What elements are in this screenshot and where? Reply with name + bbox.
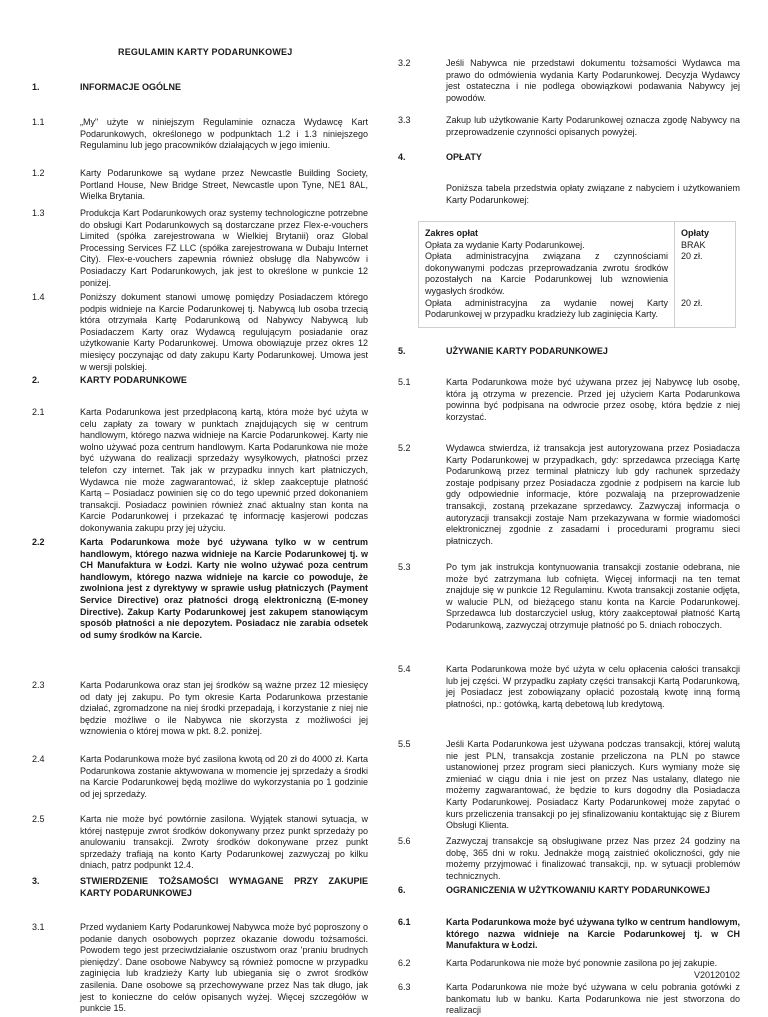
clause-number: 5.2	[398, 443, 411, 453]
clause-number: 3.3	[398, 115, 411, 125]
clause-5-1	[398, 377, 740, 423]
clause-number: 3.2	[398, 58, 411, 68]
clause-number: 5.6	[398, 836, 411, 846]
clause-text: Poniższa tabela przedstwia opłaty związane z nabyciem i użytkowaniem Karty Podarunkowej:	[446, 183, 740, 205]
clause-number: 2.4	[32, 754, 45, 764]
clause-number: 5.4	[398, 664, 411, 674]
clause-text: Produkcja Kart Podarunkowych oraz systemy technologiczne potrzebne do obsługi Kart Podarunkowych są dostarczane przez Flex-e-vouchers Limited (spółka zarejestrowana w Wielkiej Brytanii) oraz Global Processing Services FZ LLC (spółka zarejestrowana w Dubaju Internet City). Flex-e-vouchers zapewnia również obsługę dla Nabywców i Posiadaczy Kart Podarunkowych, jak jest to określone w punkcie 12 poniżej.	[80, 208, 368, 288]
section-3	[32, 876, 368, 899]
section-heading: KARTY PODARUNKOWE	[80, 375, 187, 385]
clause-number: 1.3	[32, 208, 45, 218]
clause-text: Zakup lub użytkowanie Karty Podarunkowej oznacza zgodę Nabywcy na przeprowadzenie czynności opisanych powyżej.	[446, 115, 740, 137]
clause-text: Wydawca stwierdza, iż transakcja jest autoryzowana przez Posiadacza Karty Podarunkowej w przypadkach, gdy: sprzedawca przeciąga Kartę Podarunkową przez terminal płatniczy lub gdy rachunek sprzedaży zostaje podpisany przez Posiadacza zgodnie z podpisem na karcie lub gdy odpowiednie informacje, które pozwalają na przeprowadzenie transakcji, zostaną przekazane sprzedawcy. Zazwyczaj informacja o autoryzacji transakcji zostaje Nam przekazywana w formie wiadomości elektronicznej zgodnie z zasadami i procedurami programu sieci płatniczych.	[446, 443, 740, 546]
clause-text: Karta Podarunkowa może być używana tylko w centrum handlowym, którego nazwa widnieje na Karcie Podarunkowej tj. w CH Manufaktura w Łodzi.	[446, 917, 740, 951]
clause-number	[398, 183, 446, 206]
section-5	[398, 346, 740, 358]
clause-text: Karta nie może być powtórnie zasilona. Wyjątek stanowi sytuacja, w której następuje zwrot środków dokonywany przez punkt sprzedaży po anulowaniu transakcji. Zwroty środków dokonywane przez punkt sprzedaży trafiają na konto Karty Podarunkowej zazwyczaj po kilku dniach, patrz podpunkt 12.4.	[80, 814, 368, 871]
clause-number: 2.1	[32, 407, 45, 417]
clause-number: 1.2	[32, 168, 45, 178]
clause-5-6	[398, 836, 740, 882]
clause-6-1	[398, 917, 740, 952]
clause-text: Karty Podarunkowe są wydane przez Newcastle Building Society, Portland House, New Bridge Street, Newcastle upon Tyne, NE1 8AL, Wielka Brytania.	[80, 168, 368, 202]
clause-6-3	[398, 982, 740, 1017]
table-row	[419, 298, 736, 328]
section-6	[398, 885, 740, 897]
clause-6-2	[398, 958, 740, 970]
clause-2-3	[32, 680, 368, 738]
clause-number: 2.2	[32, 537, 45, 547]
section-heading: INFORMACJE OGÓLNE	[80, 82, 182, 92]
clause-1-1	[32, 117, 368, 152]
clause-1-2	[32, 168, 368, 203]
section-heading: OPŁATY	[446, 152, 482, 162]
clause-number: 2.5	[32, 814, 45, 824]
section-number: 5.	[398, 346, 406, 356]
clause-2-4	[32, 754, 368, 800]
fee-amount: BRAK	[675, 240, 736, 252]
clause-number: 1.1	[32, 117, 45, 127]
section-2	[32, 375, 368, 387]
fee-description: Opłata administracyjna za wydanie nowej Karty Podarunkowej w przypadku kradzieży lub zaginięcia Karty.	[425, 297, 668, 320]
table-row	[419, 251, 736, 297]
clause-1-4	[32, 292, 368, 373]
section-heading: OGRANICZENIA W UŻYTKOWANIU KARTY PODARUNKOWEJ	[446, 885, 710, 895]
clause-2-2	[32, 537, 368, 641]
clause-text: Karta Podarunkowa oraz stan jej środków są ważne przez 12 miesięcy od daty jej zakupu. Po tym okresie Karta Podarunkowa przestanie działać, zgromadzone na niej środki przepadają, i korzystanie z niej nie będzie możliwe o ile Nabywca nie skorzysta z możliwości jej wznowienia o której mowa w pkt. 8.2. poniżej.	[80, 680, 368, 737]
fees-intro	[398, 183, 740, 206]
clause-3-2	[398, 58, 740, 104]
fees-header-amount: Opłaty	[675, 222, 736, 240]
clause-text: Karta Podarunkowa nie może być ponownie zasilona po jej zakupie.	[446, 958, 718, 968]
clause-text: Jeśli Karta Podarunkowa jest używana podczas transakcji, której walutą nie jest PLN, transakcja zostanie przeliczona na PLN po stawce ustanowionej przez program sieci płaniczych. Kurs wymiany może się zmieniać w ciągu dnia i nie jest on przez Nas ustalany, dlatego nie możemy zagwarantować, że będzie to kurs dogodny dla Posiadacza Karty Podarunkowej. Posiadacz Karty Podarunkowej może zapytać o kurs przeliczenia transakcji po jej sfinalizowaniu kontaktując się z Biurem Obsługi Klienta.	[446, 739, 740, 831]
clause-text: Karta Podarunkowa może być użyta w celu opłacenia całości transakcji lub jej części. W przypadku zapłaty części transakcji Kartą Podarunkową, jej Posiadacz jest zobowiązany opłacić pozostałą kwotę inną formą płatności, np.: gotówką, kartą debetową lub kredytową.	[446, 664, 740, 709]
clause-number: 3.1	[32, 922, 45, 932]
fee-amount: 20 zł.	[675, 298, 736, 328]
section-1	[32, 82, 368, 94]
clause-5-3	[398, 562, 740, 632]
section-4	[398, 152, 740, 164]
clause-text: Przed wydaniem Karty Podarunkowej Nabywca może być poproszony o podanie danych osobowych poprzez okazanie dowodu tożsamości. Powodem tego jest przeciwdziałanie oszustwom oraz 'praniu brudnych pieniędzy'. Dane osobowe Nabywcy są również pomocne w przypadku zaginięcia lub kradzieży Karty lub ubiegania się o zwrot środków zasilenia. Dane osobowe są przechowywane przez Nas tak długo, jak jest to konieczne do celów opisanych wyżej. Więcej szczegółów w punkcie 15.	[80, 922, 368, 1014]
fees-table	[418, 221, 736, 328]
clause-number: 2.3	[32, 680, 45, 690]
section-heading: STWIERDZENIE TOŻSAMOŚCI WYMAGANE PRZY ZAKUPIE KARTY PODARUNKOWEJ	[80, 876, 368, 898]
clause-text: Poniższy dokument stanowi umowę pomiędzy Posiadaczem którego podpis widnieje na Karcie Podarunkowej tj. Nabywcą lub osoba trzecią która otrzymała Kartę Podarunkową od Nabywcy Nabywcą lub Posiadaczem Karty oraz Wydawcą regulującym posiadanie oraz użytkowanie Karty Podarunkowej. Umowa obowiązuje przez okres 12 miesięcy poczynając od daty zakupu Karty Podarunkowej. Umowa jest w wersji polskiej.	[80, 292, 368, 372]
table-row	[419, 240, 736, 252]
clause-number: 5.5	[398, 739, 411, 749]
clause-text: Karta Podarunkowa może być używana przez jej Nabywcę lub osobę, która ją otrzyma w prezencie. Przed jej użyciem Karta Podarunkowa powinna być podpisana na odwrocie przez osobę, która będzie z niej korzystać.	[446, 377, 740, 422]
clause-1-3	[32, 208, 368, 289]
clause-text: Karta Podarunkowa jest przedpłaconą kartą, która może być użyta w celu zapłaty za towary w punktach znajdujących się w centrum handlowym, którego nazwa widnieje na Karcie Podarunkowej. Karty nie wolno używać poza centrum handlowym. Karta Podarunkowa nie może być używana do realizacji sprzedaży wysyłkowych, płatności przez telefon czy internet. Tak jak w przypadku innych kart płatniczych, Wydawca nie może zagwarantować, iż sklep zaakceptuje płatność Kartą – Posiadacz powinien się co do tego upewnić przed dokonaniem transakcji. Posiadacz powinien również znać aktualny stan konta na Karcie Podarunkowej i przekazać tę informację kasjerowi podczas dokonywania zakupu przy jej użyciu.	[80, 407, 368, 533]
clause-text: Karta Podarunkowa może być zasilona kwotą od 20 zł do 4000 zł. Karta Podarunkowa zostanie aktywowana w momencie jej sprzedaży a środki na Karcie Podarunkowej będą możliwe do wykorzystania po 1 godzinie od jej sprzedaży.	[80, 754, 368, 799]
section-number: 2.	[32, 375, 40, 385]
fee-description: Opłata za wydanie Karty Podarunkowej.	[425, 239, 585, 250]
clause-number: 6.2	[398, 958, 411, 968]
clause-text: Zazwyczaj transakcje są obsługiwane przez Nas przez 24 godziny na dobę, 365 dni w roku. Jednakże mogą zaistnieć okoliczności, gdy nie możemy przyjmować i finalizować transakcji, np. w sytuacji problemów technicznych.	[446, 836, 740, 881]
section-heading: UŻYWANIE KARTY PODARUNKOWEJ	[446, 346, 608, 356]
document-version: V20120102	[693, 970, 740, 981]
clause-text: „My" użyte w niniejszym Regulaminie oznacza Wydawcę Kart Podarunkowych, określonego w podpunktach 1.2 i 1.3 niniejszego Regulaminu lub jego pracowników działających w jego imieniu.	[80, 117, 368, 151]
section-number: 4.	[398, 152, 406, 162]
table-row	[419, 222, 736, 240]
clause-text: Karta Podarunkowa nie może być używana w celu pobrania gotówki z bankomatu lub w banku. Karta Podarunkowa nie jest stworzona do realizacji	[446, 982, 740, 1016]
clause-number: 5.1	[398, 377, 411, 387]
clause-5-5	[398, 739, 740, 832]
clause-3-3	[398, 115, 740, 138]
clause-text: Karta Podarunkowa może być używana tylko w w centrum handlowym, którego nazwa widnieje na Karcie Podarunkowej tj. w CH Manufaktura w Łodzi. Karty nie wolno używać poza centrum handlowym, którego nazwa widnieje na karcie co powoduje, że zwolniona jest z dyrektywy w sprawie usług płatniczych (Payment Service Directive) oraz płatności drogą elektroniczną (E-money Directive). Zakup Karty Podarunkowej jest zakupem stanowiącym sposób płatności a nie depozytem. Posiadacz nie zarabia odsetek od sumy środków na Karcie.	[80, 537, 368, 640]
clause-text: Po tym jak instrukcja kontynuowania transakcji zostanie odebrana, nie może być zatrzymana lub cofnięta. Więcej informacji na ten temat znajduje się w punkcie 12 Regulaminu. Kwota transakcji zostanie odjęta, w walucie PLN, od bieżącego stanu konta na Karcie Podarunkowej. Sprzedawca lub dostarczyciel usług, który zaakceptował płatność Kartą Podarunkową, zazwyczaj otrzymuje płatność po 5. dniach roboczych.	[446, 562, 740, 630]
clause-number: 6.3	[398, 982, 411, 992]
clause-text: Jeśli Nabywca nie przedstawi dokumentu tożsamości Wydawca ma prawo do odmówienia wydania Karty Podarunkowej. Decyzja Wydawcy jest ostateczna i nie podlega obowiązkowi podawania Nabywcy jej powodów.	[446, 58, 740, 103]
clause-number: 1.4	[32, 292, 45, 302]
clause-3-1	[32, 922, 368, 1015]
section-number: 1.	[32, 82, 40, 92]
clause-2-1	[32, 407, 368, 535]
clause-5-4	[398, 664, 740, 710]
clause-number: 6.1	[398, 917, 411, 927]
fee-description: Opłata administracyjna związana z czynnościami dokonywanymi podczas przeprowadzania zwrotu środków pozostałych na Karcie Podarunkowej lub wznowienia wygasłych środków.	[425, 251, 668, 296]
section-number: 3.	[32, 876, 40, 886]
clause-number: 5.3	[398, 562, 411, 572]
fee-amount: 20 zł.	[675, 251, 736, 297]
clause-5-2	[398, 443, 740, 547]
clause-2-5	[32, 814, 368, 872]
section-number: 6.	[398, 885, 406, 895]
fees-header-range: Zakres opłat	[425, 228, 479, 238]
page-title: REGULAMIN KARTY PODARUNKOWEJ	[118, 47, 293, 57]
